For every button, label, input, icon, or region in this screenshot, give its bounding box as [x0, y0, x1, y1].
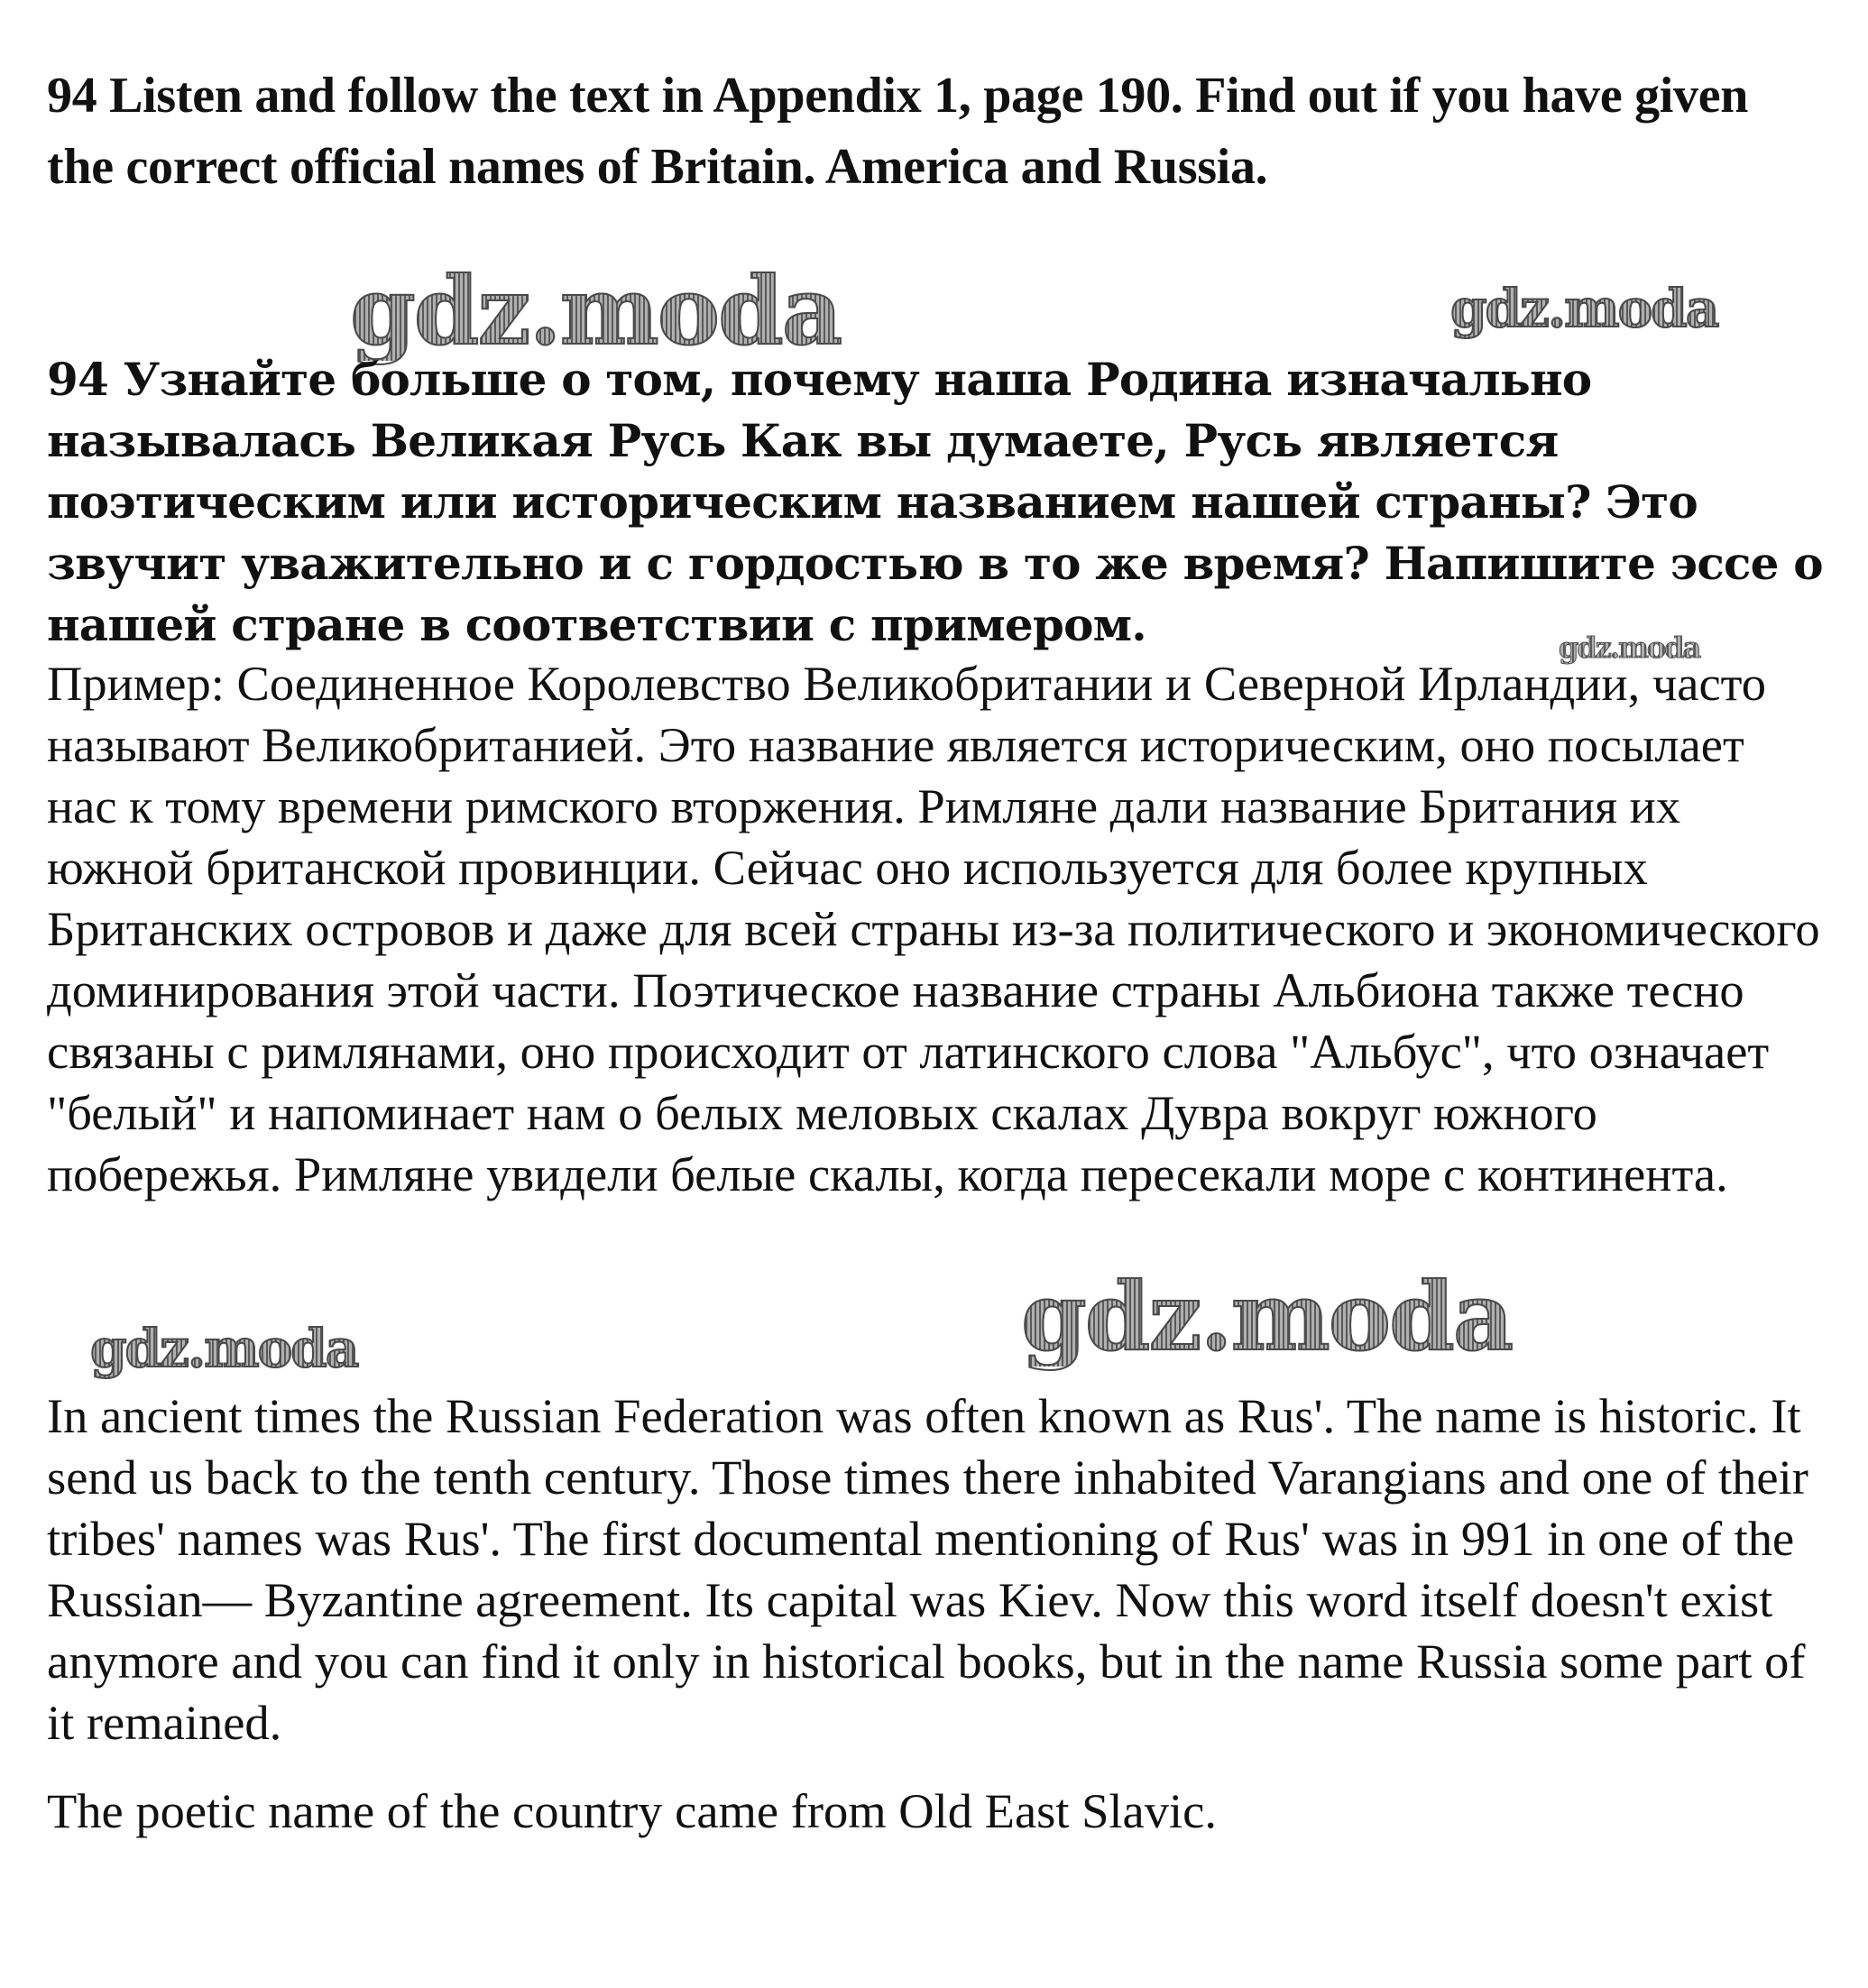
answer-paragraph-english-2: The poetic name of the country came from Old East Slavic.	[47, 1783, 1217, 1838]
watermark-logo-large-top: gdz.moda	[350, 255, 842, 366]
example-paragraph-russian: Пример: Соединенное Королевство Великобритании и Северной Ирландии, часто называют Великобританией. Это название является историческим, оно посылает нас к тому времени римского вторжения. Римляне дали название Британия их южной британской провинции. Сейчас оно используется для более крупных Британских островов и даже для всей страны из-за политического и экономического доминирования этой части. Поэтическое название страны Альбиона также тесно связаны с римлянами, оно происходит от латинского слова "Альбус", что означает "белый" и напоминает нам о белых меловых скалах Дувра вокруг южного побережья. Римляне увидели белые скалы, когда пересекали море с континента.	[47, 656, 1820, 1201]
task-heading-english: 94 Listen and follow the text in Appendix 1, page 190. Find out if you have given the correct official names of Britain. America and Russia.	[47, 68, 1749, 195]
answer-paragraph-english-1: In ancient times the Russian Federation was often known as Rus'. The name is historic. It send us back to the tenth century. Those times there inhabited Varangians and one of their tribes' names was Rus'. The first documental mentioning of Rus' was in 991 in one of the Russian— Byzantine agreement. Its capital was Kiev. Now this word itself doesn't exist anymore and you can find it only in historical books, but in the name Russia some part of it remained.	[47, 1388, 1808, 1750]
watermark-logo-left: gdz.moda	[90, 1318, 358, 1379]
task-heading-russian: 94 Узнайте больше о том, почему наша Родина изначально называлась Великая Русь Как вы думаете, Русь является поэтическим или историческим названием нашей страны? Это звучит уважительно и с гордостью в то же время? Напишите эссе о нашей стране в соответствии с примером.	[47, 353, 1823, 651]
watermark-logo-top-right: gdz.moda	[1450, 278, 1718, 339]
watermark-logo-large-bottom: gdz.moda	[1021, 1261, 1513, 1372]
watermark-logo-small: gdz.moda	[1559, 630, 1700, 665]
